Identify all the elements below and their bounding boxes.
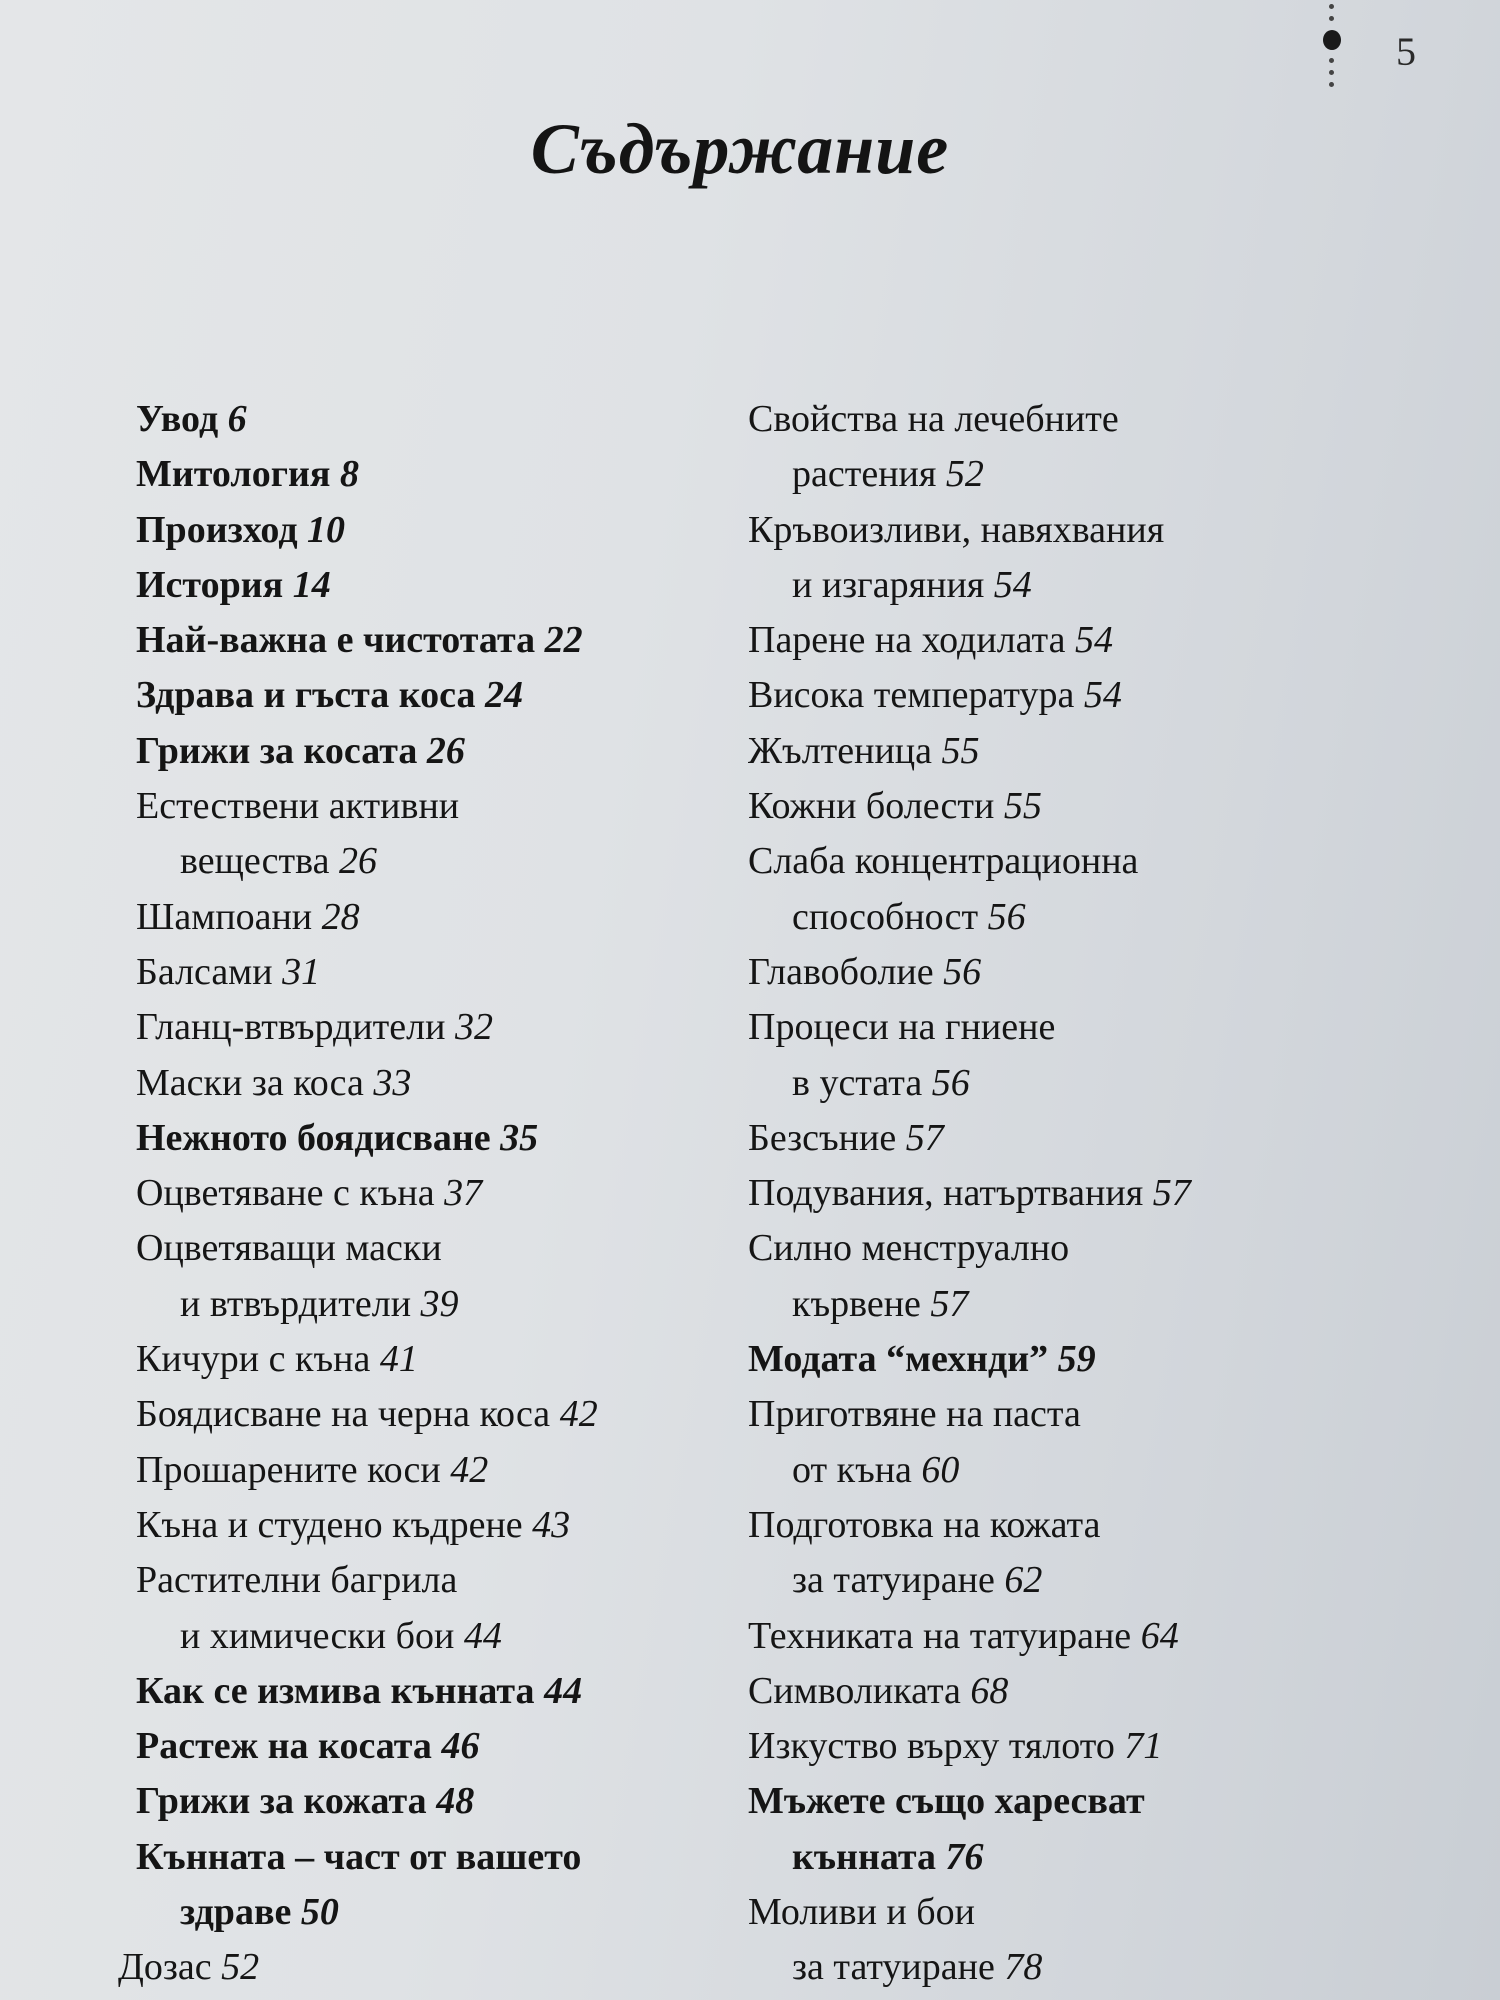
toc-entry-title: Балсами: [136, 950, 273, 993]
toc-entry: [748, 1111, 1438, 1166]
toc-entry-title: Подготовка на кожата: [748, 1503, 1101, 1546]
toc-entry: [136, 1443, 756, 1498]
toc-entry-page: 54: [1083, 674, 1122, 717]
toc-entry: [136, 1332, 756, 1387]
toc-entry: [136, 1774, 756, 1829]
toc-entry-title: Символиката: [748, 1669, 961, 1712]
toc-entry-title: и химически бои: [180, 1614, 455, 1657]
toc-entry: [748, 1830, 1438, 1885]
toc-entry: [748, 1332, 1438, 1387]
toc-entry: [136, 1111, 756, 1166]
toc-entry: [136, 613, 756, 668]
toc-entry-title: Силно менструално: [748, 1227, 1070, 1270]
toc-entry: [136, 1000, 756, 1055]
toc-entry-page: 52: [945, 453, 984, 496]
toc-entry: [748, 779, 1438, 834]
toc-entry: [748, 1443, 1438, 1498]
toc-entry-page: 59: [1057, 1338, 1096, 1381]
toc-entry-title: История: [136, 563, 284, 606]
toc-entry: [136, 1719, 756, 1774]
toc-entry: [748, 392, 1438, 447]
toc-entry-title: Жълтеница: [748, 729, 933, 772]
toc-entry-page: 44: [463, 1614, 502, 1657]
toc-entry-title: и втвърдители: [180, 1282, 412, 1325]
toc-entry: [748, 1498, 1438, 1553]
toc-entry: [136, 1277, 756, 1332]
toc-entry-page: 56: [931, 1061, 970, 1104]
toc-entry-title: Кожни болести: [748, 785, 995, 828]
toc-entry: [118, 1940, 756, 1995]
toc-entry: [136, 834, 756, 889]
toc-entry-title: Приготвяне на паста: [748, 1393, 1081, 1436]
toc-entry-page: 44: [544, 1669, 583, 1712]
toc-entry: [136, 1387, 756, 1442]
toc-entry-page: 28: [321, 895, 360, 938]
toc-left-column: [118, 392, 756, 1996]
toc-entry-title: Здрава и гъста коса: [136, 674, 476, 717]
toc-entry-title: Нежното боядисване: [136, 1116, 491, 1159]
toc-entry-title: Моливи и бои: [748, 1891, 975, 1934]
toc-entry-page: 24: [485, 674, 524, 717]
toc-entry: [136, 1830, 756, 1885]
toc-entry: [748, 447, 1438, 502]
toc-entry-page: 39: [420, 1282, 459, 1325]
toc-entry-page: 54: [1075, 619, 1113, 662]
toc-entry: [748, 1221, 1438, 1276]
toc-entry: [748, 1664, 1438, 1719]
toc-entry-title: Шампоани: [136, 895, 313, 938]
toc-entry-page: 64: [1140, 1614, 1179, 1657]
toc-entry: [136, 668, 756, 723]
toc-entry-page: 33: [373, 1061, 412, 1104]
toc-entry-title: за татуиране: [792, 1559, 995, 1602]
toc-entry-title: Как се измива кънната: [136, 1669, 535, 1712]
toc-entry-title: Техниката на татуиране: [748, 1614, 1132, 1657]
toc-entry-title: Грижи за кожата: [136, 1780, 427, 1823]
toc-entry-title: и изгаряния: [792, 563, 985, 606]
toc-entry-title: Естествени активни: [136, 785, 460, 828]
toc-entry: [136, 447, 756, 502]
toc-entry: [748, 890, 1438, 945]
toc-entry: [748, 668, 1438, 723]
toc-entry-page: 71: [1124, 1725, 1163, 1768]
toc-entry-page: 62: [1004, 1559, 1043, 1602]
toc-entry-title: Мъжете също харесват: [748, 1780, 1145, 1823]
toc-entry-page: 78: [1004, 1946, 1043, 1989]
toc-entry: [748, 1719, 1438, 1774]
toc-entry-page: 55: [941, 729, 980, 772]
toc-entry: [748, 1000, 1438, 1055]
toc-entry-title: Боядисване на черна коса: [136, 1393, 551, 1436]
toc-entry: [748, 1774, 1438, 1829]
toc-entry-page: 55: [1003, 785, 1042, 828]
toc-entry: [136, 1664, 756, 1719]
toc-entry-page: 57: [905, 1116, 944, 1159]
toc-entry-page: 35: [500, 1116, 539, 1159]
toc-entry: [136, 724, 756, 779]
toc-entry: [748, 1609, 1438, 1664]
toc-entry-title: Кънната – част от вашето: [136, 1835, 582, 1878]
toc-entry-page: 6: [227, 398, 247, 440]
toc-right-column: [748, 392, 1438, 1996]
toc-entry-page: 37: [444, 1172, 483, 1215]
toc-entry-title: Оцветяващи маски: [136, 1227, 442, 1270]
toc-entry: [136, 558, 756, 613]
toc-entry-page: 42: [559, 1393, 598, 1436]
toc-entry-page: 76: [945, 1835, 984, 1878]
toc-entry: [136, 392, 756, 447]
toc-entry-title: Кичури с къна: [136, 1338, 371, 1381]
toc-entry: [748, 1940, 1438, 1995]
toc-entry-title: Главоболие: [748, 950, 934, 993]
toc-entry: [136, 1885, 756, 1940]
toc-entry-page: 10: [307, 508, 346, 551]
toc-entry-title: Увод: [136, 398, 219, 440]
toc-entry-title: Модата “мехнди”: [748, 1338, 1049, 1381]
toc-entry: [748, 1387, 1438, 1442]
toc-entry: [748, 834, 1438, 889]
toc-entry-title: Парене на ходилата: [748, 619, 1066, 662]
toc-entry-page: 46: [441, 1725, 480, 1768]
toc-entry-page: 42: [450, 1448, 489, 1491]
toc-entry-title: Висока температура: [748, 674, 1075, 717]
toc-entry-page: 26: [338, 840, 377, 883]
toc-entry-title: Изкуство върху тялото: [748, 1725, 1115, 1768]
toc-entry: [748, 558, 1438, 613]
toc-entry: [748, 724, 1438, 779]
toc-entry: [136, 1166, 756, 1221]
toc-entry-page: 60: [921, 1448, 960, 1491]
toc-entry-page: 68: [970, 1669, 1009, 1712]
toc-entry-page: 57: [930, 1282, 969, 1325]
toc-entry: [136, 1056, 756, 1111]
toc-entry-page: 14: [292, 563, 331, 606]
toc-entry: [748, 1885, 1438, 1940]
toc-entry-title: Най-важна е чистотата: [136, 619, 536, 662]
toc-entry-title: Процеси на гниене: [748, 1006, 1056, 1049]
toc-entry: [748, 945, 1438, 1000]
toc-entry-title: Оцветяване с къна: [136, 1172, 435, 1215]
toc-entry-title: Къна и студено къдрене: [136, 1503, 523, 1546]
toc-entry-title: способност: [792, 895, 979, 938]
toc-entry-page: 22: [544, 619, 583, 662]
toc-entry-title: Растеж на косата: [136, 1725, 432, 1768]
decorative-dots: [1320, 0, 1342, 90]
toc-entry-page: 43: [532, 1503, 571, 1546]
toc-entry: [748, 1277, 1438, 1332]
toc-entry: [136, 503, 756, 558]
toc-entry-title: вещества: [180, 840, 330, 883]
toc-entry-title: Гланц-втвърдители: [136, 1006, 446, 1049]
toc-entry-title: Свойства на лечебните: [748, 398, 1119, 440]
toc-entry-page: 8: [339, 453, 359, 496]
toc-entry: [136, 1553, 756, 1608]
toc-entry-title: Произход: [136, 508, 298, 551]
toc-entry-title: за татуиране: [792, 1946, 995, 1989]
toc-entry-title: Кръвоизливи, навяхвания: [748, 508, 1165, 551]
toc-entry: [136, 890, 756, 945]
toc-entry-page: 56: [987, 895, 1026, 938]
toc-entry-title: Подувания, натъртвания: [748, 1172, 1144, 1215]
toc-entry-page: 57: [1152, 1172, 1191, 1215]
toc-entry-page: 31: [282, 950, 321, 993]
toc-entry: [136, 779, 756, 834]
toc-entry-title: Дозас: [118, 1946, 212, 1989]
toc-entry-page: 26: [426, 729, 465, 772]
toc-entry-page: 48: [436, 1780, 475, 1823]
toc-entry: [748, 613, 1438, 668]
toc-entry: [748, 1553, 1438, 1608]
toc-entry-page: 50: [300, 1891, 339, 1934]
toc-entry: [748, 1166, 1438, 1221]
toc-entry-title: Слаба концентрационна: [748, 840, 1139, 883]
toc-entry-title: Растителни багрила: [136, 1559, 458, 1602]
toc-entry: [136, 1221, 756, 1276]
toc-entry: [136, 945, 756, 1000]
toc-entry: [136, 1498, 756, 1553]
toc-entry-title: от къна: [792, 1448, 912, 1491]
toc-entry: [136, 1609, 756, 1664]
toc-entry-page: 32: [454, 1006, 493, 1049]
toc-entry-title: Грижи за косата: [136, 729, 418, 772]
toc-entry-title: в устата: [792, 1061, 923, 1104]
toc-entry-title: Маски за коса: [136, 1061, 364, 1104]
toc-entry-title: Прошарените коси: [136, 1448, 441, 1491]
toc-entry-title: Безсъние: [748, 1116, 897, 1159]
toc-entry-page: 41: [379, 1338, 418, 1381]
page-title: Съдържание: [530, 109, 950, 189]
toc-entry-page: 52: [221, 1946, 260, 1989]
page-number: 5: [1396, 29, 1416, 74]
toc-entry-title: растения: [792, 453, 937, 496]
toc-entry: [748, 503, 1438, 558]
toc-entry-title: здраве: [180, 1891, 292, 1934]
toc-entry-title: кървене: [792, 1282, 921, 1325]
toc-entry-page: 56: [943, 950, 982, 993]
toc-entry: [748, 1056, 1438, 1111]
toc-entry-title: Митология: [136, 453, 331, 496]
toc-entry-title: кънната: [792, 1835, 936, 1878]
toc-entry-page: 54: [993, 563, 1032, 606]
